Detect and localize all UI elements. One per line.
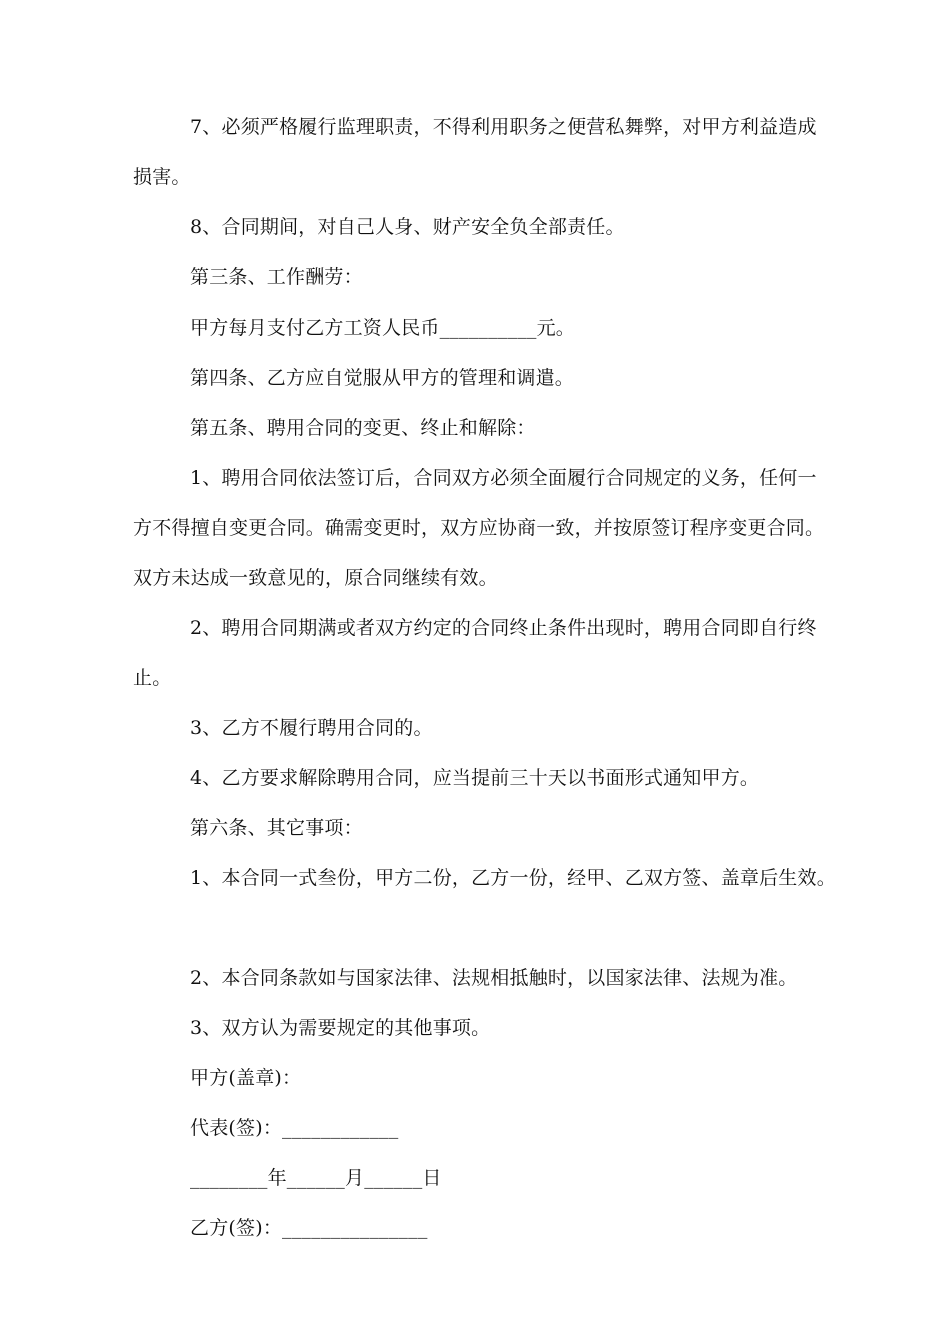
signing-date: ________年______月______日: [190, 1167, 442, 1189]
salary-clause: 甲方每月支付乙方工资人民币__________元。: [190, 317, 576, 339]
article-5-item-1-line-1: 1、聘用合同依法签订后，合同双方必须全面履行合同规定的义务，任何一: [190, 467, 817, 489]
article-5-item-3: 3、乙方不履行聘用合同的。: [190, 717, 433, 739]
article-5-item-4: 4、乙方要求解除聘用合同，应当提前三十天以书面形式通知甲方。: [190, 767, 760, 789]
article-5-item-2-line-1: 2、聘用合同期满或者双方约定的合同终止条件出现时，聘用合同即自行终: [190, 617, 817, 639]
clause-8: 8、合同期间，对自己人身、财产安全负全部责任。: [190, 216, 625, 238]
representative-signature: 代表(签)：____________: [190, 1117, 399, 1139]
party-b-signature: 乙方(签)：_______________: [190, 1217, 428, 1239]
article-6-item-1: 1、本合同一式叁份，甲方二份，乙方一份，经甲、乙双方签、盖章后生效。: [190, 867, 836, 889]
article-5-heading: 第五条、聘用合同的变更、终止和解除：: [190, 417, 536, 439]
clause-7-line-1: 7、必须严格履行监理职责，不得利用职务之便营私舞弊，对甲方利益造成: [190, 116, 817, 138]
article-3-heading: 第三条、工作酬劳：: [190, 266, 363, 288]
article-5-item-2-line-2: 止。: [133, 667, 172, 689]
clause-7-line-2: 损害。: [133, 166, 191, 188]
article-4: 第四条、乙方应自觉服从甲方的管理和调遣。: [190, 367, 575, 389]
article-6-item-3: 3、双方认为需要规定的其他事项。: [190, 1017, 491, 1039]
party-a-seal: 甲方(盖章)：: [190, 1067, 302, 1089]
article-6-item-2: 2、本合同条款如与国家法律、法规相抵触时，以国家法律、法规为准。: [190, 967, 798, 989]
article-5-item-1-line-3: 双方未达成一致意见的，原合同继续有效。: [133, 567, 498, 589]
article-6-heading: 第六条、其它事项：: [190, 817, 363, 839]
article-5-item-1-line-2: 方不得擅自变更合同。确需变更时，双方应协商一致，并按原签订程序变更合同。: [133, 517, 825, 539]
